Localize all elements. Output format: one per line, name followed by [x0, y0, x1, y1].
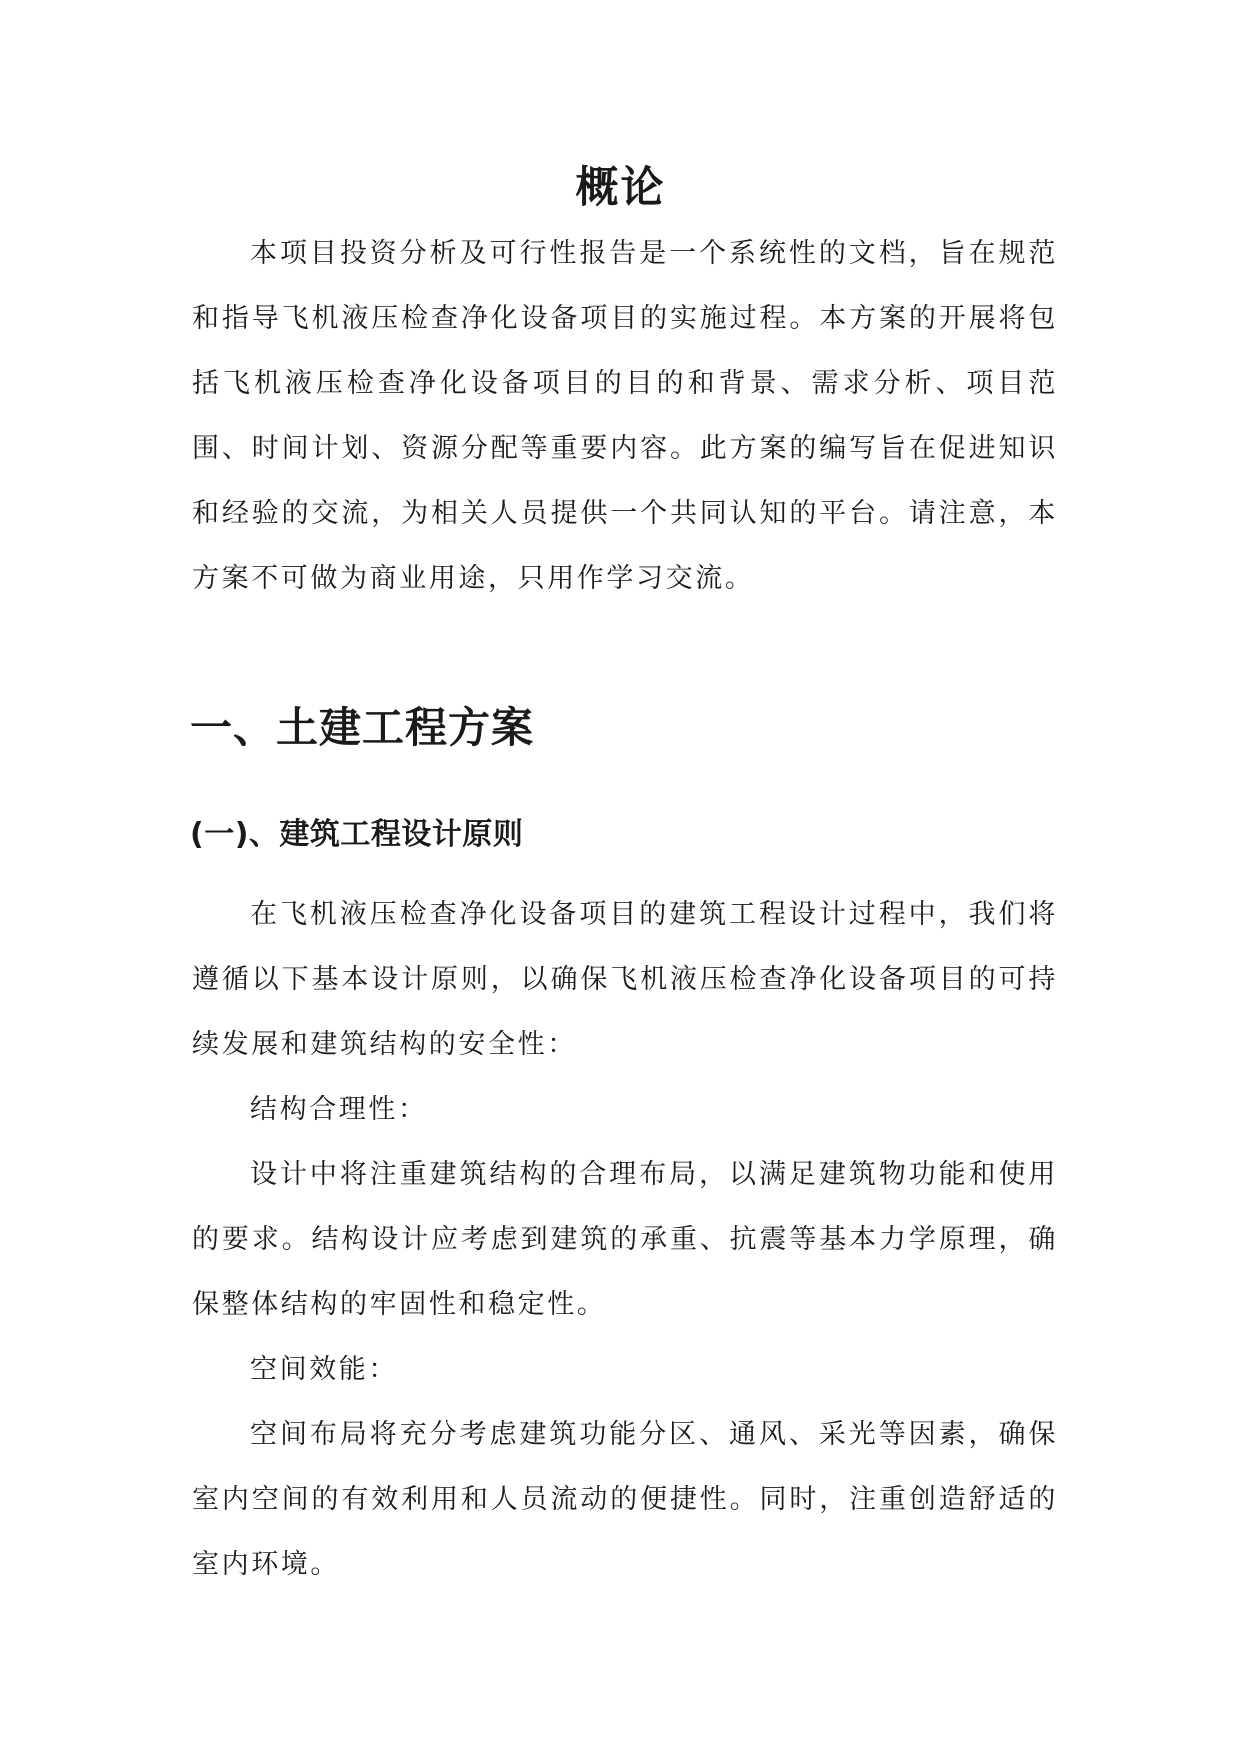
item-label-space: 空间效能：	[250, 1354, 398, 1385]
subsection-heading: (一)、建筑工程设计原则	[190, 817, 524, 852]
intro-paragraph: 本项目投资分析及可行性报告是一个系统性的文档，旨在规范和指导飞机液压检查净化设备项目的实施过程。本方案的开展将包括飞机液压检查净化设备项目的目的和背景、需求分析、项目范围、时间计划、资源分配等重要内容。此方案的编写旨在促进知识和经验的交流，为相关人员提供一个共同认知的平台。请注意，本方案不可做为商业用途，只用作学习交流。	[192, 238, 1058, 594]
section-heading: 一、土建工程方案	[190, 703, 535, 752]
body-paragraph-design-principles: 在飞机液压检查净化设备项目的建筑工程设计过程中，我们将遵循以下基本设计原则，以确保飞机液压检查净化设备项目的可持续发展和建筑结构的安全性：	[192, 899, 1058, 1060]
body-paragraph-space: 空间布局将充分考虑建筑功能分区、通风、采光等因素，确保室内空间的有效利用和人员流动的便捷性。同时，注重创造舒适的室内环境。	[192, 1419, 1058, 1580]
document-title: 概论	[575, 163, 666, 213]
item-label-structure: 结构合理性：	[250, 1094, 428, 1125]
body-paragraph-structure: 设计中将注重建筑结构的合理布局，以满足建筑物功能和使用的要求。结构设计应考虑到建筑的承重、抗震等基本力学原理，确保整体结构的牢固性和稳定性。	[192, 1159, 1058, 1320]
